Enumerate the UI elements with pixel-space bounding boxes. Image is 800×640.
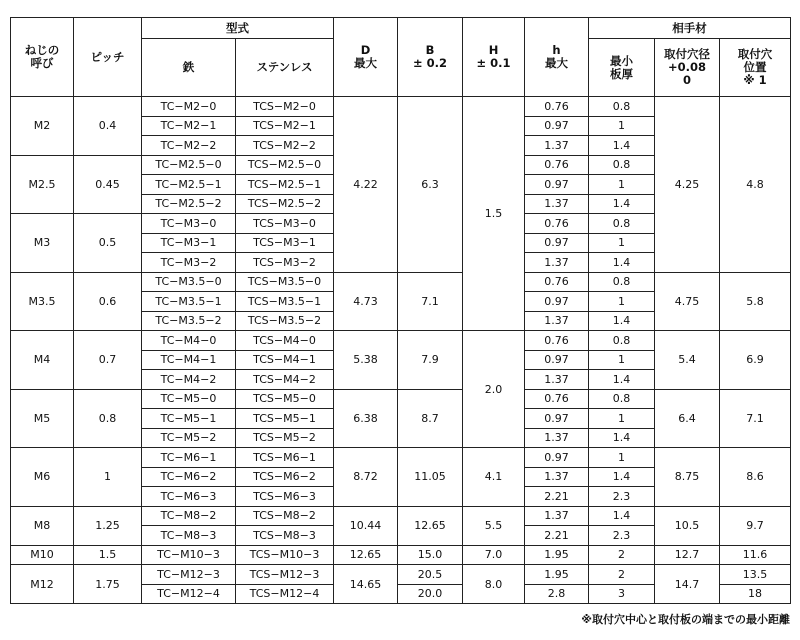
iron-model-cell: TC−M8−3 bbox=[142, 526, 236, 546]
hole-dia-cell: 14.7 bbox=[655, 565, 720, 604]
spec-table bbox=[10, 17, 791, 604]
hole-pos-cell: 4.8 bbox=[720, 97, 791, 273]
iron-model-cell: TC−M4−1 bbox=[142, 350, 236, 370]
iron-model-cell: TC−M6−2 bbox=[142, 467, 236, 487]
thickness-cell: 1 bbox=[589, 448, 655, 468]
h-lower-cell: 0.97 bbox=[525, 116, 589, 136]
h-lower-cell: 1.37 bbox=[525, 194, 589, 214]
thickness-cell: 1.4 bbox=[589, 136, 655, 156]
h-lower-cell: 1.37 bbox=[525, 467, 589, 487]
thickness-cell: 1.4 bbox=[589, 467, 655, 487]
hole-pos-cell: 18 bbox=[720, 584, 791, 604]
table-row bbox=[11, 97, 791, 117]
thickness-cell: 1.4 bbox=[589, 253, 655, 273]
stainless-model-cell: TCS−M3−2 bbox=[236, 253, 334, 273]
stainless-model-cell: TCS−M8−2 bbox=[236, 506, 334, 526]
b-cell: 20.0 bbox=[398, 584, 463, 604]
h-lower-cell: 0.76 bbox=[525, 389, 589, 409]
hole-dia-cell: 4.25 bbox=[655, 97, 720, 273]
hole-dia-cell: 8.75 bbox=[655, 448, 720, 507]
hole-pos-cell: 5.8 bbox=[720, 272, 791, 331]
h-lower-cell: 0.76 bbox=[525, 155, 589, 175]
size-cell: M6 bbox=[11, 448, 74, 507]
iron-model-cell: TC−M5−2 bbox=[142, 428, 236, 448]
d-cell: 14.65 bbox=[334, 565, 398, 604]
d-cell: 10.44 bbox=[334, 506, 398, 545]
hole-dia-cell: 6.4 bbox=[655, 389, 720, 448]
h-lower-cell: 0.97 bbox=[525, 409, 589, 429]
stainless-model-cell: TCS−M8−3 bbox=[236, 526, 334, 546]
thickness-cell: 0.8 bbox=[589, 97, 655, 117]
size-cell: M4 bbox=[11, 331, 74, 390]
h-lower-cell: 1.37 bbox=[525, 370, 589, 390]
stainless-model-cell: TCS−M6−3 bbox=[236, 487, 334, 507]
size-cell: M8 bbox=[11, 506, 74, 545]
iron-model-cell: TC−M6−3 bbox=[142, 487, 236, 507]
h-lower-cell: 0.76 bbox=[525, 97, 589, 117]
thickness-cell: 2.3 bbox=[589, 487, 655, 507]
h-lower-cell: 1.37 bbox=[525, 428, 589, 448]
thickness-cell: 1 bbox=[589, 233, 655, 253]
iron-model-cell: TC−M3−1 bbox=[142, 233, 236, 253]
h-lower-cell: 1.37 bbox=[525, 253, 589, 273]
stainless-model-cell: TCS−M3−0 bbox=[236, 214, 334, 234]
stainless-model-cell: TCS−M3.5−2 bbox=[236, 311, 334, 331]
pitch-cell: 1.25 bbox=[74, 506, 142, 545]
h-lower-cell: 1.37 bbox=[525, 506, 589, 526]
stainless-model-cell: TCS−M3.5−1 bbox=[236, 292, 334, 312]
iron-model-cell: TC−M4−2 bbox=[142, 370, 236, 390]
b-cell: 7.1 bbox=[398, 272, 463, 331]
footnote: ※取付穴中心と取付板の端までの最小距離 bbox=[581, 613, 790, 626]
hole-dia-cell: 5.4 bbox=[655, 331, 720, 390]
header-h-lower: h 最大 bbox=[525, 18, 589, 97]
stainless-model-cell: TCS−M2−0 bbox=[236, 97, 334, 117]
h-lower-cell: 1.95 bbox=[525, 565, 589, 585]
h-lower-cell: 0.97 bbox=[525, 292, 589, 312]
header-b: B ± 0.2 bbox=[398, 18, 463, 97]
b-cell: 15.0 bbox=[398, 545, 463, 565]
pitch-cell: 1.5 bbox=[74, 545, 142, 565]
b-cell: 11.05 bbox=[398, 448, 463, 507]
thickness-cell: 1.4 bbox=[589, 370, 655, 390]
thickness-cell: 1 bbox=[589, 409, 655, 429]
pitch-cell: 1.75 bbox=[74, 565, 142, 604]
iron-model-cell: TC−M2−1 bbox=[142, 116, 236, 136]
iron-model-cell: TC−M3.5−2 bbox=[142, 311, 236, 331]
hole-pos-cell: 13.5 bbox=[720, 565, 791, 585]
iron-model-cell: TC−M2.5−0 bbox=[142, 155, 236, 175]
header-h-upper: H ± 0.1 bbox=[463, 18, 525, 97]
b-cell: 8.7 bbox=[398, 389, 463, 448]
iron-model-cell: TC−M5−1 bbox=[142, 409, 236, 429]
stainless-model-cell: TCS−M2−1 bbox=[236, 116, 334, 136]
table-row bbox=[11, 331, 791, 351]
stainless-model-cell: TCS−M4−2 bbox=[236, 370, 334, 390]
iron-model-cell: TC−M4−0 bbox=[142, 331, 236, 351]
thickness-cell: 0.8 bbox=[589, 272, 655, 292]
h-lower-cell: 2.8 bbox=[525, 584, 589, 604]
iron-model-cell: TC−M6−1 bbox=[142, 448, 236, 468]
iron-model-cell: TC−M3−2 bbox=[142, 253, 236, 273]
size-cell: M3.5 bbox=[11, 272, 74, 331]
table-row bbox=[11, 272, 791, 292]
stainless-model-cell: TCS−M6−1 bbox=[236, 448, 334, 468]
hole-pos-cell: 11.6 bbox=[720, 545, 791, 565]
thickness-cell: 2 bbox=[589, 565, 655, 585]
pitch-cell: 1 bbox=[74, 448, 142, 507]
h-lower-cell: 2.21 bbox=[525, 487, 589, 507]
table-row bbox=[11, 448, 791, 468]
stainless-model-cell: TCS−M5−2 bbox=[236, 428, 334, 448]
size-cell: M3 bbox=[11, 214, 74, 273]
thickness-cell: 1.4 bbox=[589, 311, 655, 331]
h-lower-cell: 2.21 bbox=[525, 526, 589, 546]
hole-pos-cell: 8.6 bbox=[720, 448, 791, 507]
thickness-cell: 0.8 bbox=[589, 331, 655, 351]
iron-model-cell: TC−M3−0 bbox=[142, 214, 236, 234]
iron-model-cell: TC−M12−3 bbox=[142, 565, 236, 585]
h-lower-cell: 0.97 bbox=[525, 448, 589, 468]
thickness-cell: 3 bbox=[589, 584, 655, 604]
stainless-model-cell: TCS−M12−3 bbox=[236, 565, 334, 585]
thickness-cell: 0.8 bbox=[589, 214, 655, 234]
stainless-model-cell: TCS−M2.5−2 bbox=[236, 194, 334, 214]
pitch-cell: 0.6 bbox=[74, 272, 142, 331]
d-cell: 12.65 bbox=[334, 545, 398, 565]
h-lower-cell: 0.76 bbox=[525, 331, 589, 351]
iron-model-cell: TC−M12−4 bbox=[142, 584, 236, 604]
iron-model-cell: TC−M2−2 bbox=[142, 136, 236, 156]
b-cell: 7.9 bbox=[398, 331, 463, 390]
table-row bbox=[11, 506, 791, 526]
stainless-model-cell: TCS−M10−3 bbox=[236, 545, 334, 565]
hole-dia-cell: 4.75 bbox=[655, 272, 720, 331]
size-cell: M10 bbox=[11, 545, 74, 565]
thickness-cell: 1.4 bbox=[589, 194, 655, 214]
iron-model-cell: TC−M8−2 bbox=[142, 506, 236, 526]
h-lower-cell: 0.97 bbox=[525, 175, 589, 195]
size-cell: M2.5 bbox=[11, 155, 74, 214]
table-row bbox=[11, 389, 791, 409]
d-cell: 5.38 bbox=[334, 331, 398, 390]
thickness-cell: 1.4 bbox=[589, 506, 655, 526]
iron-model-cell: TC−M10−3 bbox=[142, 545, 236, 565]
d-cell: 4.73 bbox=[334, 272, 398, 331]
header-hole-pos: 取付穴 位置 ※ 1 bbox=[720, 39, 791, 97]
stainless-model-cell: TCS−M3−1 bbox=[236, 233, 334, 253]
iron-model-cell: TC−M3.5−1 bbox=[142, 292, 236, 312]
stainless-model-cell: TCS−M12−4 bbox=[236, 584, 334, 604]
header-pitch: ピッチ bbox=[74, 18, 142, 97]
size-cell: M12 bbox=[11, 565, 74, 604]
b-cell: 20.5 bbox=[398, 565, 463, 585]
thickness-cell: 0.8 bbox=[589, 155, 655, 175]
thickness-cell: 2 bbox=[589, 545, 655, 565]
hole-pos-cell: 7.1 bbox=[720, 389, 791, 448]
table-row bbox=[11, 545, 791, 565]
thickness-cell: 1 bbox=[589, 350, 655, 370]
b-cell: 6.3 bbox=[398, 97, 463, 273]
stainless-model-cell: TCS−M2.5−1 bbox=[236, 175, 334, 195]
iron-model-cell: TC−M3.5−0 bbox=[142, 272, 236, 292]
h-lower-cell: 1.37 bbox=[525, 136, 589, 156]
h-upper-cell: 2.0 bbox=[463, 331, 525, 448]
h-lower-cell: 0.76 bbox=[525, 272, 589, 292]
d-cell: 6.38 bbox=[334, 389, 398, 448]
pitch-cell: 0.8 bbox=[74, 389, 142, 448]
pitch-cell: 0.5 bbox=[74, 214, 142, 273]
h-lower-cell: 0.97 bbox=[525, 350, 589, 370]
iron-model-cell: TC−M2−0 bbox=[142, 97, 236, 117]
h-lower-cell: 0.97 bbox=[525, 233, 589, 253]
h-upper-cell: 5.5 bbox=[463, 506, 525, 545]
header-mating: 相手材 bbox=[589, 18, 791, 39]
hole-dia-cell: 12.7 bbox=[655, 545, 720, 565]
pitch-cell: 0.7 bbox=[74, 331, 142, 390]
stainless-model-cell: TCS−M5−0 bbox=[236, 389, 334, 409]
thickness-cell: 2.3 bbox=[589, 526, 655, 546]
stainless-model-cell: TCS−M2−2 bbox=[236, 136, 334, 156]
header-d: D 最大 bbox=[334, 18, 398, 97]
hole-pos-cell: 9.7 bbox=[720, 506, 791, 545]
pitch-cell: 0.4 bbox=[74, 97, 142, 156]
thickness-cell: 0.8 bbox=[589, 389, 655, 409]
size-cell: M2 bbox=[11, 97, 74, 156]
b-cell: 12.65 bbox=[398, 506, 463, 545]
h-upper-cell: 7.0 bbox=[463, 545, 525, 565]
header-min-thickness: 最小 板厚 bbox=[589, 39, 655, 97]
h-upper-cell: 8.0 bbox=[463, 565, 525, 604]
d-cell: 8.72 bbox=[334, 448, 398, 507]
header-stainless: ステンレス bbox=[236, 39, 334, 97]
hole-dia-cell: 10.5 bbox=[655, 506, 720, 545]
h-lower-cell: 1.37 bbox=[525, 311, 589, 331]
iron-model-cell: TC−M2.5−1 bbox=[142, 175, 236, 195]
thickness-cell: 1 bbox=[589, 116, 655, 136]
h-lower-cell: 1.95 bbox=[525, 545, 589, 565]
stainless-model-cell: TCS−M6−2 bbox=[236, 467, 334, 487]
header-size: ねじの 呼び bbox=[11, 18, 74, 97]
stainless-model-cell: TCS−M4−0 bbox=[236, 331, 334, 351]
thickness-cell: 1.4 bbox=[589, 428, 655, 448]
stainless-model-cell: TCS−M5−1 bbox=[236, 409, 334, 429]
stainless-model-cell: TCS−M2.5−0 bbox=[236, 155, 334, 175]
table-row bbox=[11, 565, 791, 585]
thickness-cell: 1 bbox=[589, 292, 655, 312]
d-cell: 4.22 bbox=[334, 97, 398, 273]
header-iron: 鉄 bbox=[142, 39, 236, 97]
hole-pos-cell: 6.9 bbox=[720, 331, 791, 390]
thickness-cell: 1 bbox=[589, 175, 655, 195]
size-cell: M5 bbox=[11, 389, 74, 448]
header-hole-dia: 取付穴径 +0.08 0 bbox=[655, 39, 720, 97]
stainless-model-cell: TCS−M3.5−0 bbox=[236, 272, 334, 292]
h-lower-cell: 0.76 bbox=[525, 214, 589, 234]
iron-model-cell: TC−M2.5−2 bbox=[142, 194, 236, 214]
iron-model-cell: TC−M5−0 bbox=[142, 389, 236, 409]
header-model: 型式 bbox=[142, 18, 334, 39]
h-upper-cell: 1.5 bbox=[463, 97, 525, 331]
stainless-model-cell: TCS−M4−1 bbox=[236, 350, 334, 370]
pitch-cell: 0.45 bbox=[74, 155, 142, 214]
h-upper-cell: 4.1 bbox=[463, 448, 525, 507]
